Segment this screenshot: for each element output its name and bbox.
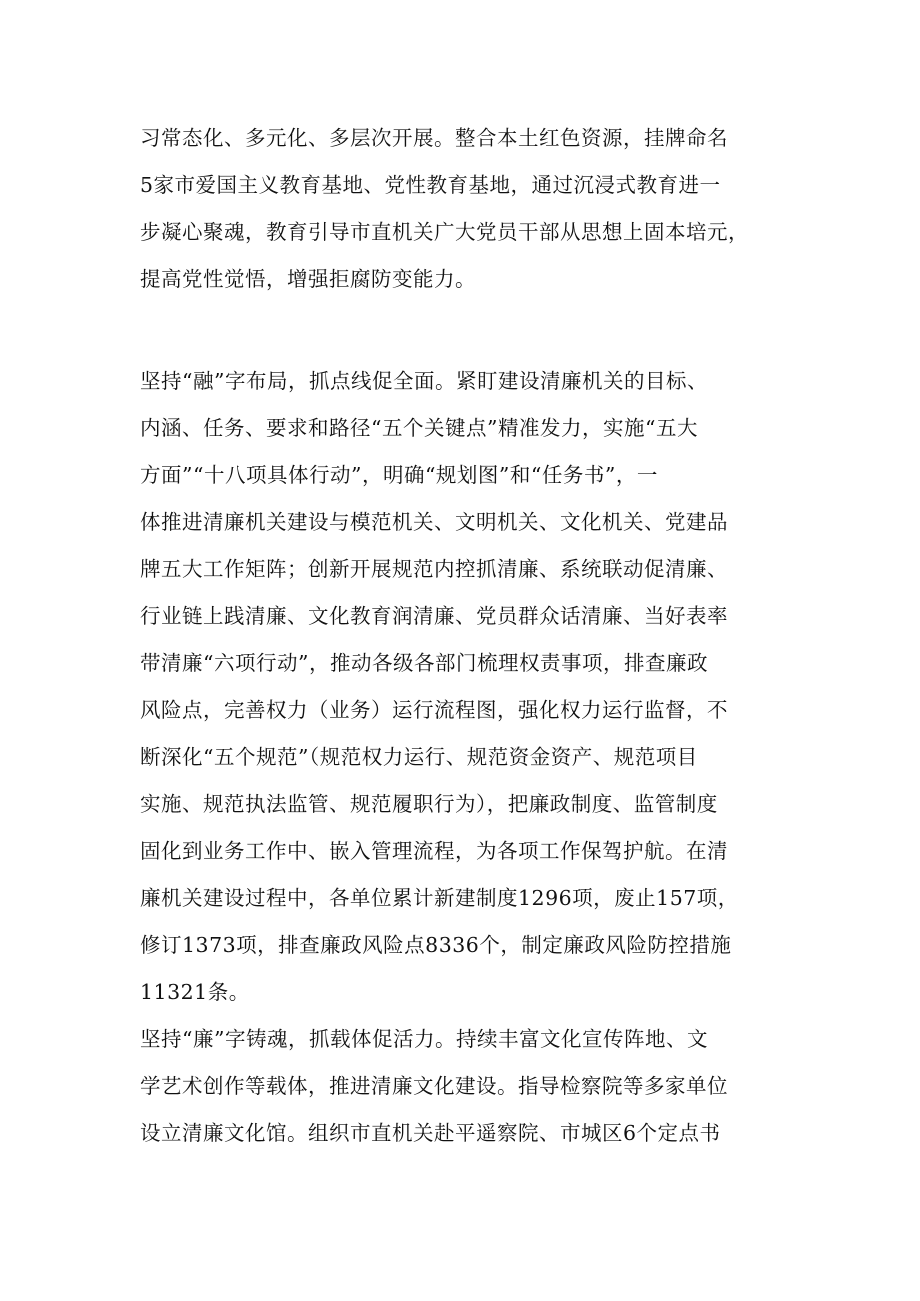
paragraph-line: 坚持“廉”字铸魂，抓载体促活力。持续丰富文化宣传阵地、文 (140, 1027, 708, 1051)
paragraph-line: 设立清廉文化馆。组织市直机关赴平遥察院、市城区6个定点书 (140, 1121, 721, 1145)
paragraph-line: 内涵、任务、要求和路径“五个关键点”精准发力，实施“五大 (140, 416, 698, 440)
paragraph-line: 牌五大工作矩阵；创新开展规范内控抓清廉、系统联动促清廉、 (140, 557, 728, 581)
paragraph-line: 方面”“十八项具体行动”，明确“规划图”和“任务书”，一 (140, 463, 658, 487)
paragraph-line: 修订1373项，排查廉政风险点8336个，制定廉政风险防控措施 (140, 933, 732, 957)
paragraph-line: 提高党性觉悟，增强拒腐防变能力。 (140, 267, 476, 291)
paragraph-line: 5家市爱国主义教育基地、党性教育基地，通过沉浸式教育进一 (140, 173, 721, 197)
paragraph-line: 带清廉“六项行动”，推动各级各部门梳理权责事项，排查廉政 (140, 651, 708, 675)
paragraph-line: 廉机关建设过程中，各单位累计新建制度1296项，废止157项， (140, 886, 739, 910)
paragraph-line: 实施、规范执法监管、规范履职行为），把廉政制度、监管制度 (140, 792, 718, 816)
paragraph-line: 固化到业务工作中、嵌入管理流程，为各项工作保驾护航。在清 (140, 839, 728, 863)
paragraph-line: 风险点，完善权力（业务）运行流程图，强化权力运行监督，不 (140, 698, 728, 722)
paragraph-line: 步凝心聚魂，教育引导市直机关广大党员干部从思想上固本培元， (140, 220, 749, 244)
paragraph-line: 体推进清廉机关建设与模范机关、文明机关、文化机关、党建品 (140, 510, 728, 534)
paragraph-line: 行业链上践清廉、文化教育润清廉、党员群众话清廉、当好表率 (140, 604, 728, 628)
paragraph-line: 11321条。 (140, 980, 250, 1004)
paragraph-line: 断深化“五个规范”（规范权力运行、规范资金资产、规范项目 (140, 745, 698, 769)
paragraph-line: 学艺术创作等载体，推进清廉文化建设。指导检察院等多家单位 (140, 1074, 728, 1098)
paragraph-line: 习常态化、多元化、多层次开展。整合本土红色资源，挂牌命名 (140, 126, 728, 150)
paragraph-line: 坚持“融”字布局，抓点线促全面。紧盯建设清廉机关的目标、 (140, 369, 708, 393)
